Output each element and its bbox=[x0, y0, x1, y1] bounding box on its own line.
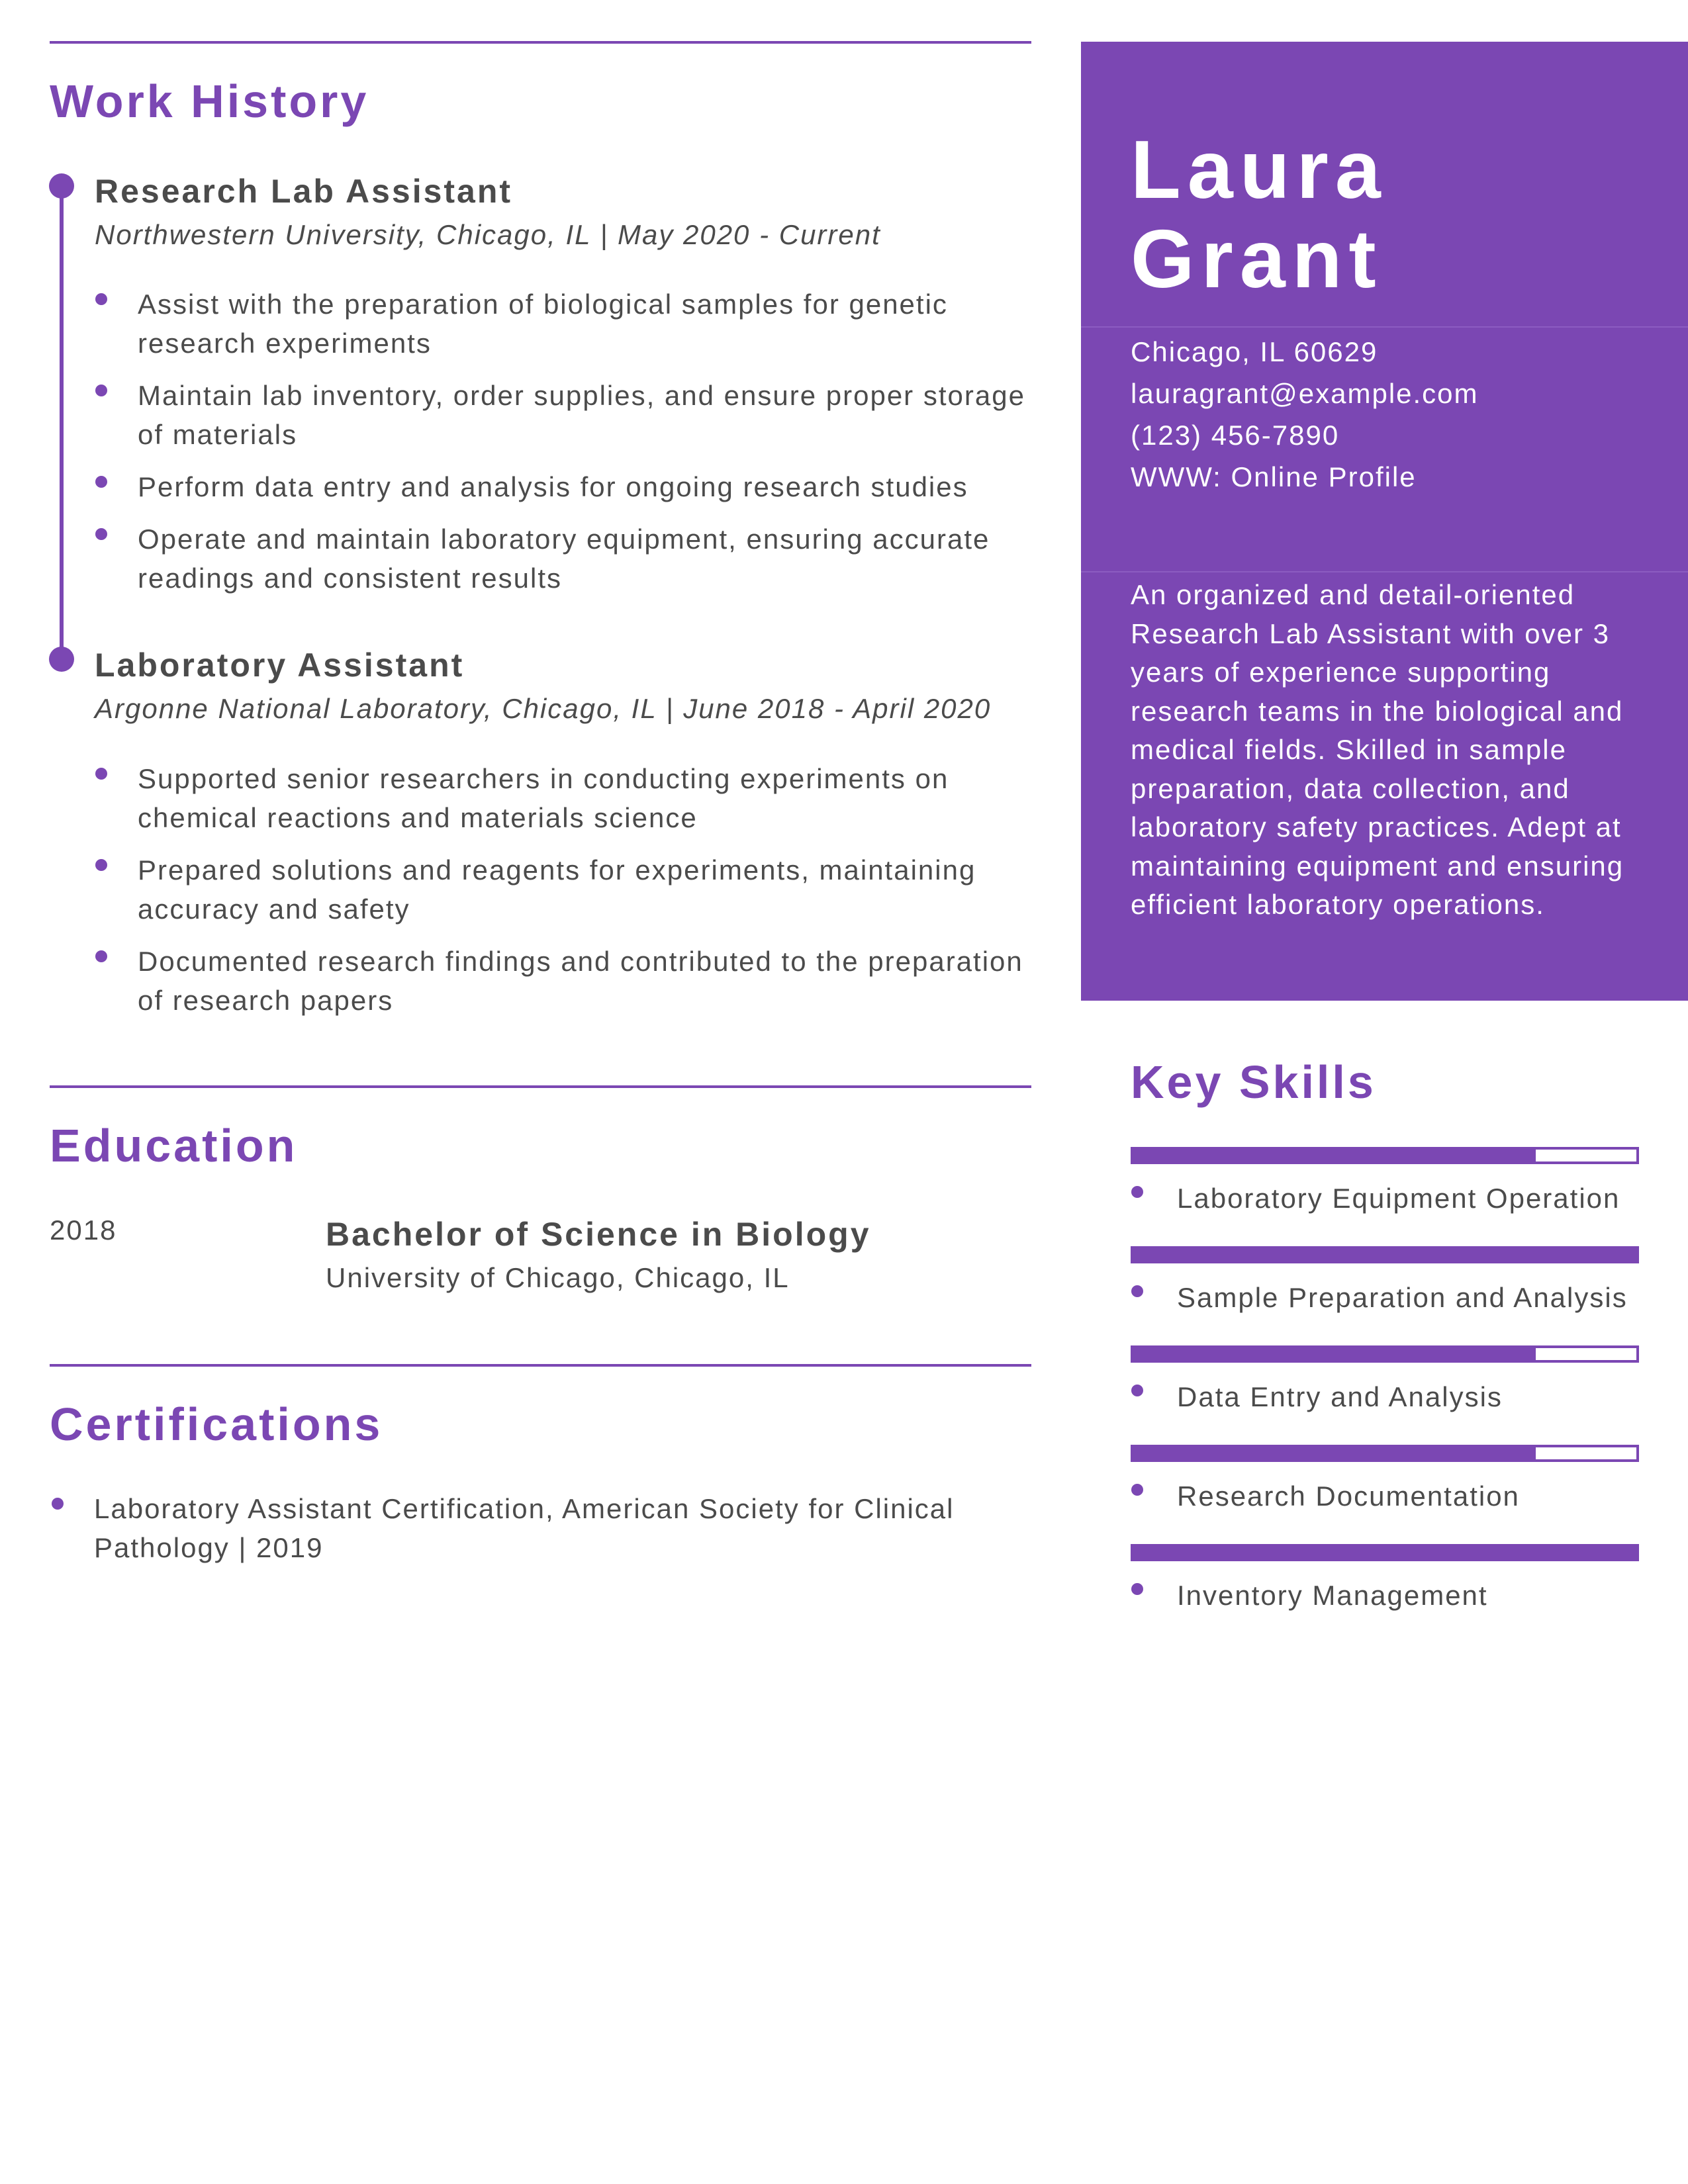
skill-level-fill bbox=[1133, 1150, 1536, 1161]
list-item: Supported senior researchers in conducting experiments on chemical reactions and materials science bbox=[138, 759, 1038, 837]
work-history-heading: Work History bbox=[50, 75, 369, 127]
skill-level-bar bbox=[1131, 1345, 1639, 1363]
education-school: University of Chicago, Chicago, IL bbox=[326, 1262, 790, 1293]
skill-level-fill bbox=[1133, 1249, 1636, 1261]
skill-label: Data Entry and Analysis bbox=[1177, 1381, 1503, 1412]
bullet-icon bbox=[1131, 1285, 1143, 1297]
skill-label: Research Documentation bbox=[1177, 1480, 1520, 1512]
job-bullets bbox=[138, 285, 1038, 611]
job-meta: Argonne National Laboratory, Chicago, IL | June 2018 - April 2020 bbox=[95, 693, 992, 724]
profile-summary: An organized and detail-oriented Research Lab Assistant with over 3 years of experience supporting research teams in the biological and medical fields. Skilled in sample preparation, data collection, and laboratory safety practices. Adept at maintaining equipment and ensuring efficient laboratory operations. bbox=[1131, 579, 1624, 920]
certifications-list bbox=[94, 1489, 1021, 1580]
skill-level-bar bbox=[1131, 1445, 1639, 1462]
job-title: Laboratory Assistant bbox=[95, 647, 465, 684]
bullet-icon bbox=[1131, 1385, 1143, 1396]
list-item: Assist with the preparation of biological samples for genetic research experiments bbox=[138, 285, 1038, 363]
timeline-dot bbox=[49, 173, 74, 199]
last-name: Grant bbox=[1131, 214, 1383, 305]
list-item: Operate and maintain laboratory equipment, ensuring accurate readings and consistent results bbox=[138, 520, 1038, 598]
education-rule bbox=[50, 1085, 1031, 1088]
contact-info bbox=[1131, 331, 1660, 498]
certifications-heading: Certifications bbox=[50, 1398, 383, 1450]
contact-location: Chicago, IL 60629 bbox=[1131, 336, 1378, 367]
skill-level-fill bbox=[1133, 1447, 1536, 1459]
bullet-icon bbox=[1131, 1484, 1143, 1496]
list-item: Documented research findings and contributed to the preparation of research papers bbox=[138, 942, 1038, 1020]
education-degree: Bachelor of Science in Biology bbox=[326, 1216, 871, 1253]
contact-phone: (123) 456-7890 bbox=[1131, 420, 1340, 451]
skill-level-bar bbox=[1131, 1246, 1639, 1263]
key-skills-heading: Key Skills bbox=[1131, 1056, 1376, 1108]
first-name: Laura bbox=[1131, 124, 1387, 216]
skill-label: Laboratory Equipment Operation bbox=[1177, 1183, 1620, 1214]
list-item: Maintain lab inventory, order supplies, and ensure proper storage of materials bbox=[138, 376, 1038, 454]
job-title: Research Lab Assistant bbox=[95, 173, 513, 210]
timeline-dot bbox=[49, 647, 74, 672]
contact-website[interactable]: WWW: Online Profile bbox=[1131, 461, 1417, 492]
work-history-rule bbox=[50, 41, 1031, 44]
job-bullets bbox=[138, 759, 1038, 1033]
skill-label: Inventory Management bbox=[1177, 1580, 1488, 1611]
education-year: 2018 bbox=[50, 1214, 117, 1246]
bullet-icon bbox=[1131, 1583, 1143, 1595]
panel-divider bbox=[1081, 326, 1688, 328]
panel-divider bbox=[1081, 571, 1688, 572]
contact-email[interactable]: lauragrant@example.com bbox=[1131, 378, 1479, 409]
skill-level-fill bbox=[1133, 1547, 1636, 1559]
education-heading: Education bbox=[50, 1120, 298, 1171]
job-meta: Northwestern University, Chicago, IL | May 2020 - Current bbox=[95, 219, 881, 250]
skill-level-bar bbox=[1131, 1147, 1639, 1164]
bullet-icon bbox=[1131, 1186, 1143, 1198]
certifications-rule bbox=[50, 1364, 1031, 1367]
skill-label: Sample Preparation and Analysis bbox=[1177, 1282, 1628, 1313]
skill-level-fill bbox=[1133, 1348, 1536, 1360]
list-item: Perform data entry and analysis for ongoing research studies bbox=[138, 467, 1038, 506]
timeline-line bbox=[60, 185, 64, 660]
certification-item: Laboratory Assistant Certification, American Society for Clinical Pathology | 2019 bbox=[94, 1489, 1021, 1567]
list-item: Prepared solutions and reagents for experiments, maintaining accuracy and safety bbox=[138, 850, 1038, 929]
candidate-name bbox=[1131, 126, 1387, 304]
skill-level-bar bbox=[1131, 1544, 1639, 1561]
